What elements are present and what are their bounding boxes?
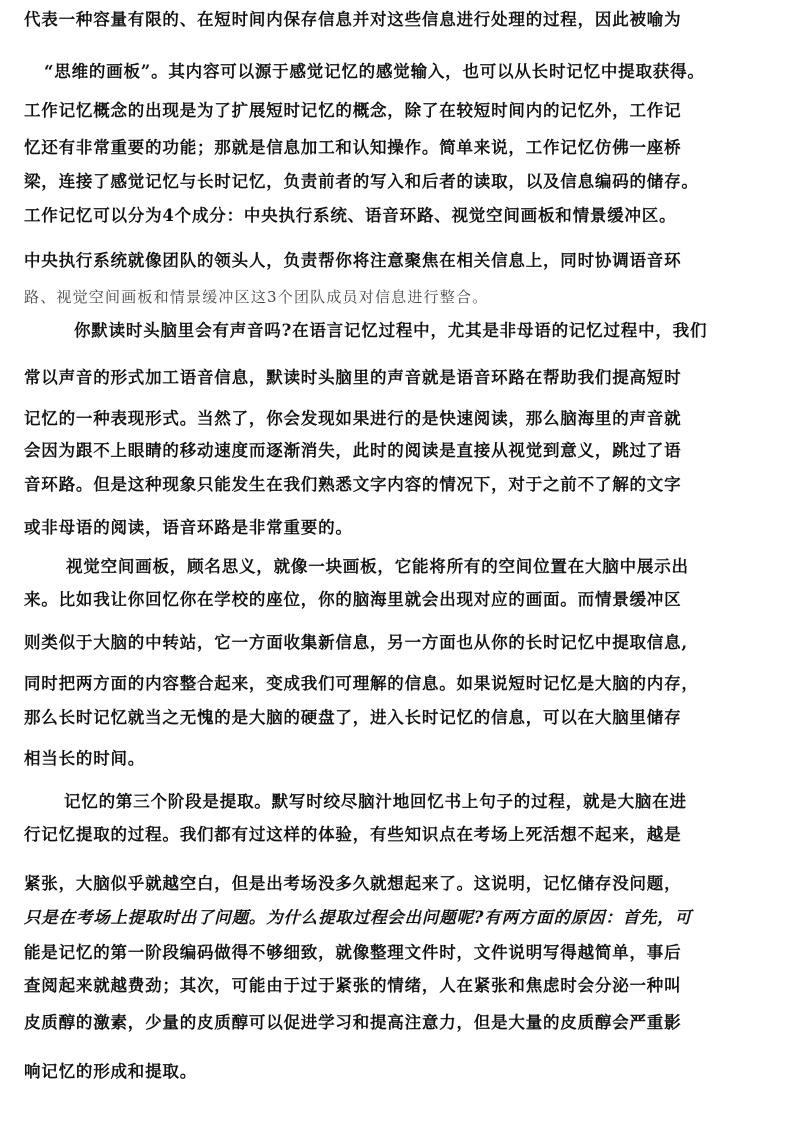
text-line: 记忆的一种表现形式。当然了，你会发现如果进行的是快速阅读，那么脑海里的声音就 (24, 409, 682, 428)
text-line: 查阅起来就越费劲；其次，可能由于过于紧张的情绪，人在紧张和焦虑时会分泌一种叫 (24, 976, 682, 995)
text-line: 只是在考场上提取时出了问题。为什么提取过程会出问题呢?有两方面的原因：首先，可 (24, 908, 692, 927)
text-line: 能是记忆的第一阶段编码做得不够细致，就像整理文件时，文件说明写得越简单，事后 (24, 943, 682, 962)
text-line: 工作记忆可以分为4个成分：中央执行系统、语音环路、视觉空间画板和情景缓冲区。 (24, 206, 677, 225)
text-line: 忆还有非常重要的功能；那就是信息加工和认知操作。简单来说，工作记忆仿佛一座桥 (24, 138, 682, 157)
text-line: 相当长的时间。 (24, 749, 146, 768)
text-line: 那么长时记忆就当之无愧的是大脑的硬盘了，进入长时记忆的信息，可以在大脑里储存 (24, 708, 682, 727)
text-line: 或非母语的阅读，语音环路是非常重要的。 (24, 518, 353, 537)
text-line: “思维的画板”。其内容可以源于感觉记忆的感觉输入，也可以从长时记忆中提取获得。 (44, 62, 705, 81)
text-line: 紧张，大脑似乎就越空白，但是出考场没多久就想起来了。这说明，记忆储存没问题， (24, 874, 682, 893)
text-line: 则类似于大脑的中转站，它一方面收集新信息，另一方面也从你的长时记忆中提取信息, (24, 633, 688, 652)
text-line: 音环路。但是这种现象只能发生在我们熟悉文字内容的情况下，对于之前不了解的文字 (24, 475, 682, 494)
text-line: 梁，连接了感觉记忆与长时记忆，负责前者的写入和后者的读取，以及信息编码的储存。 (24, 172, 699, 191)
text-line: 路、视觉空间画板和情景缓冲区这3个团队成员对信息进行整合。 (24, 288, 489, 306)
text-line: 工作记忆概念的出现是为了扩展短时记忆的概念，除了在较短时间内的记忆外，工作记 (24, 101, 682, 120)
text-line: 皮质醇的激素，少量的皮质醇可以促进学习和提高注意力，但是大量的皮质醇会严重影 (24, 1013, 682, 1032)
text-line: 会因为跟不上眼睛的移动速度而逐渐消失，此时的阅读是直接从视觉到意义，跳过了语 (24, 441, 682, 460)
text-line: 代表一种容量有限的、在短时间内保存信息并对这些信息进行处理的过程，因此被喻为 (24, 10, 682, 29)
text-line: 响记忆的形成和提取。 (24, 1062, 197, 1081)
text-line: 来。比如我让你回忆你在学校的座位，你的脑海里就会出现对应的画面。而情景缓冲区 (24, 590, 682, 609)
text-line: 同时把两方面的内容整合起来，变成我们可理解的信息。如果说短时记忆是大脑的内存， (24, 674, 699, 693)
text-line: 你默读时头脑里会有声音吗?在语言记忆过程中，尤其是非母语的记忆过程中，我们 (74, 321, 708, 340)
text-line: 记忆的第三个阶段是提取。默写时绞尽脑汁地回忆书上句子的过程，就是大脑在进 (64, 792, 687, 811)
text-line: 视觉空间画板，顾名思义，就像一块画板，它能将所有的空间位置在大脑中展示出 (66, 557, 689, 576)
text-line: 行记忆提取的过程。我们都有过这样的体验，有些知识点在考场上死活想不起来，越是 (24, 825, 682, 844)
text-line: 中央执行系统就像团队的领头人，负责帮你将注意聚焦在相关信息上，同时协调语音环 (24, 251, 682, 270)
text-line: 常以声音的形式加工语音信息，默读时头脑里的声音就是语音环路在帮助我们提高短时 (24, 368, 682, 387)
